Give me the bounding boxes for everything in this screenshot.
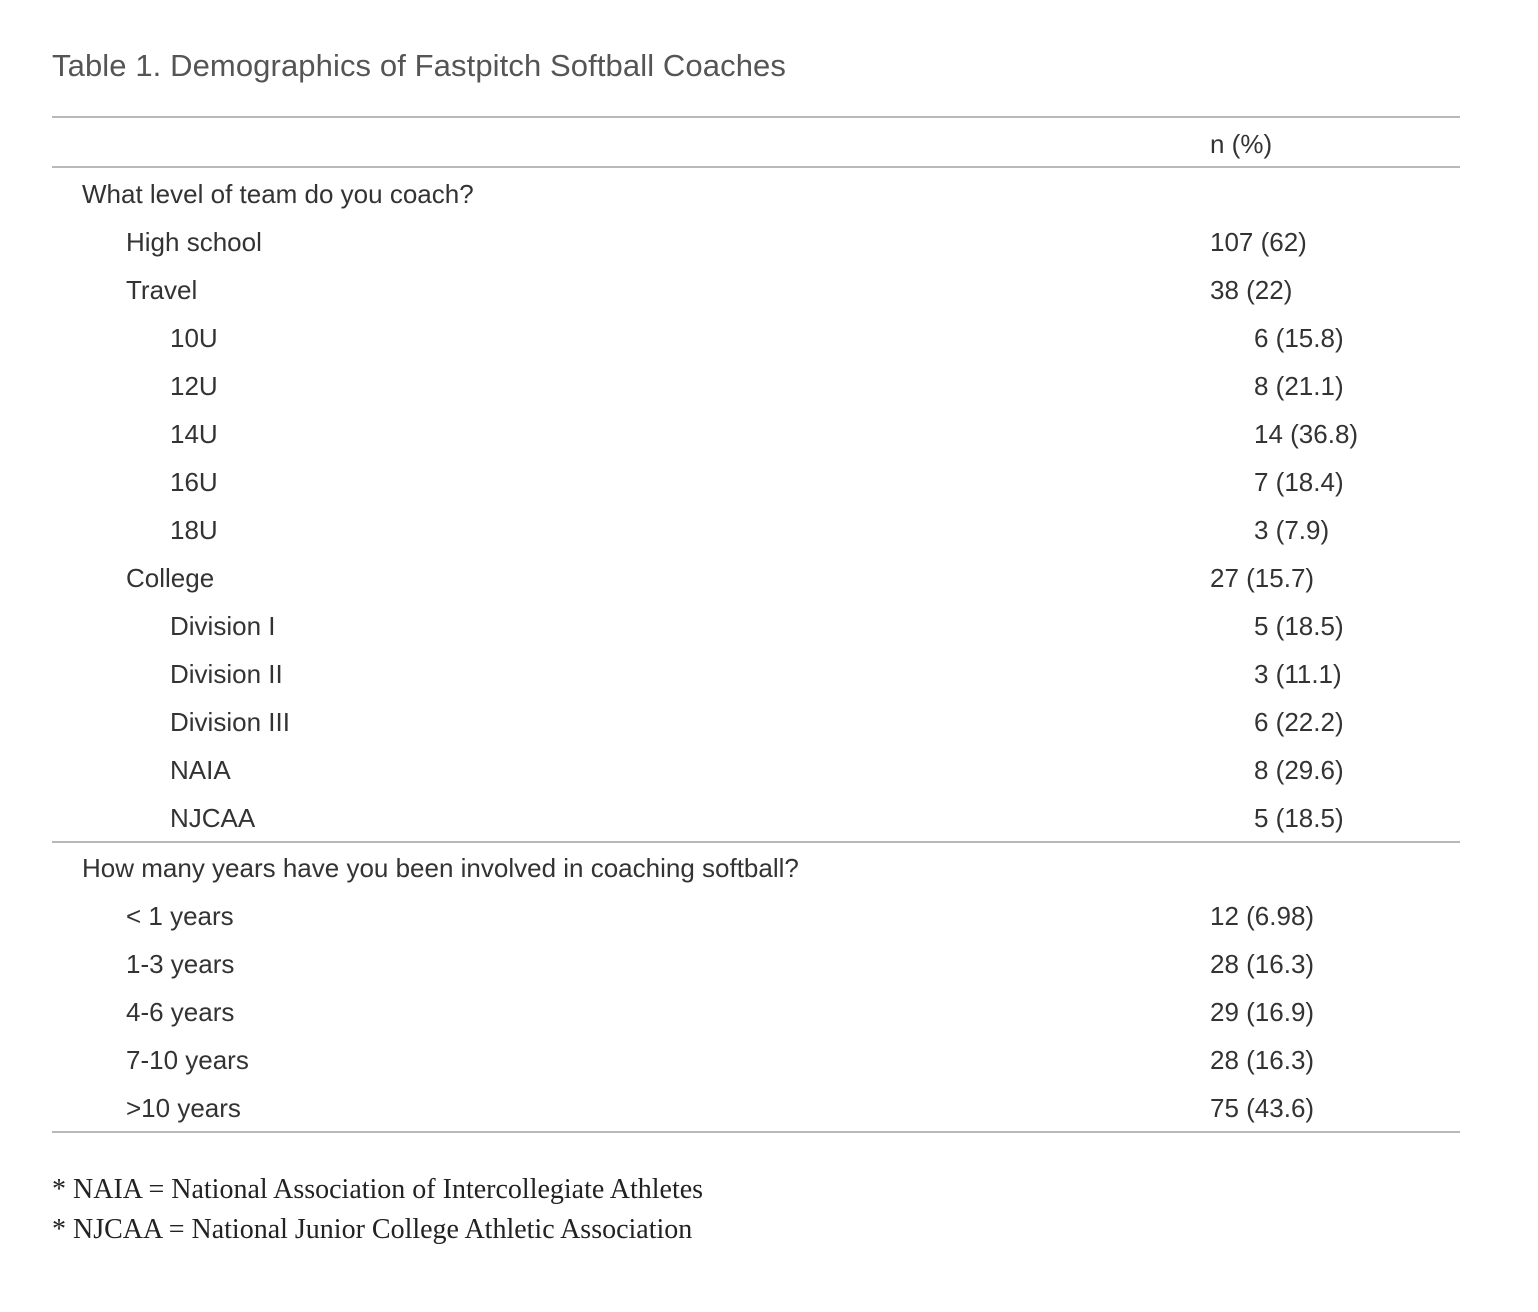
section-question-row: [52, 844, 1460, 892]
table-header-rule: [52, 166, 1460, 168]
table-row: [52, 1036, 1460, 1084]
table-row: [52, 218, 1460, 266]
section-divider-rule: [52, 841, 1460, 843]
footnote-naia: * NAIA = National Association of Intercollegiate Athletes: [52, 1174, 704, 1205]
row-label: College: [126, 563, 215, 593]
row-label: 7-10 years: [126, 1045, 249, 1075]
table-row: [52, 266, 1460, 314]
table-row: [52, 362, 1460, 410]
row-label: >10 years: [126, 1093, 241, 1123]
row-value: 28 (16.3): [1210, 1045, 1315, 1075]
row-value: 27 (15.7): [1210, 563, 1315, 593]
row-label: 1-3 years: [126, 949, 235, 979]
table-row: [52, 458, 1460, 506]
table-row: [52, 602, 1460, 650]
row-value: 7 (18.4): [1254, 467, 1344, 497]
table-row: [52, 940, 1460, 988]
table-top-rule: [52, 116, 1460, 118]
row-value: 12 (6.98): [1210, 901, 1315, 931]
table-row: [52, 506, 1460, 554]
section-question: What level of team do you coach?: [82, 179, 474, 209]
row-label: NJCAA: [170, 803, 256, 833]
row-label: 12U: [170, 371, 218, 401]
table-row: [52, 698, 1460, 746]
row-value: 14 (36.8): [1254, 419, 1359, 449]
row-value: 6 (15.8): [1254, 323, 1344, 353]
row-value: 107 (62): [1210, 227, 1307, 257]
table-row: [52, 988, 1460, 1036]
row-label: < 1 years: [126, 901, 234, 931]
row-label: High school: [126, 227, 262, 257]
row-label: Division II: [170, 659, 283, 689]
row-label: 10U: [170, 323, 218, 353]
column-header-n-percent: n (%): [1210, 129, 1273, 159]
row-value: 8 (29.6): [1254, 755, 1344, 785]
row-value: 29 (16.9): [1210, 997, 1315, 1027]
row-label: Travel: [126, 275, 198, 305]
row-value: 75 (43.6): [1210, 1093, 1315, 1123]
footnotes: [52, 1170, 703, 1250]
row-label: Division I: [170, 611, 276, 641]
table-row: [52, 746, 1460, 794]
row-label: 18U: [170, 515, 218, 545]
row-label: Division III: [170, 707, 290, 737]
section-question-row: [52, 170, 1460, 218]
row-label: 14U: [170, 419, 218, 449]
row-value: 5 (18.5): [1254, 803, 1344, 833]
table-bottom-rule: [52, 1131, 1460, 1133]
row-label: 4-6 years: [126, 997, 235, 1027]
row-value: 5 (18.5): [1254, 611, 1344, 641]
row-value: 28 (16.3): [1210, 949, 1315, 979]
row-value: 3 (7.9): [1254, 515, 1330, 545]
row-value: 38 (22): [1210, 275, 1293, 305]
footnote-njcaa: * NJCAA = National Junior College Athletic Association: [52, 1214, 693, 1245]
section-question: How many years have you been involved in coaching softball?: [82, 853, 799, 883]
row-label: NAIA: [170, 755, 231, 785]
table-row: [52, 410, 1460, 458]
row-value: 6 (22.2): [1254, 707, 1344, 737]
row-value: 8 (21.1): [1254, 371, 1344, 401]
table-row: [52, 794, 1460, 842]
table-row: [52, 314, 1460, 362]
table-row: [52, 1084, 1460, 1132]
table-caption: Table 1. Demographics of Fastpitch Softball Coaches: [52, 48, 786, 83]
table-row: [52, 650, 1460, 698]
row-label: 16U: [170, 467, 218, 497]
table-row: [52, 554, 1460, 602]
table-row: [52, 892, 1460, 940]
row-value: 3 (11.1): [1254, 659, 1342, 689]
